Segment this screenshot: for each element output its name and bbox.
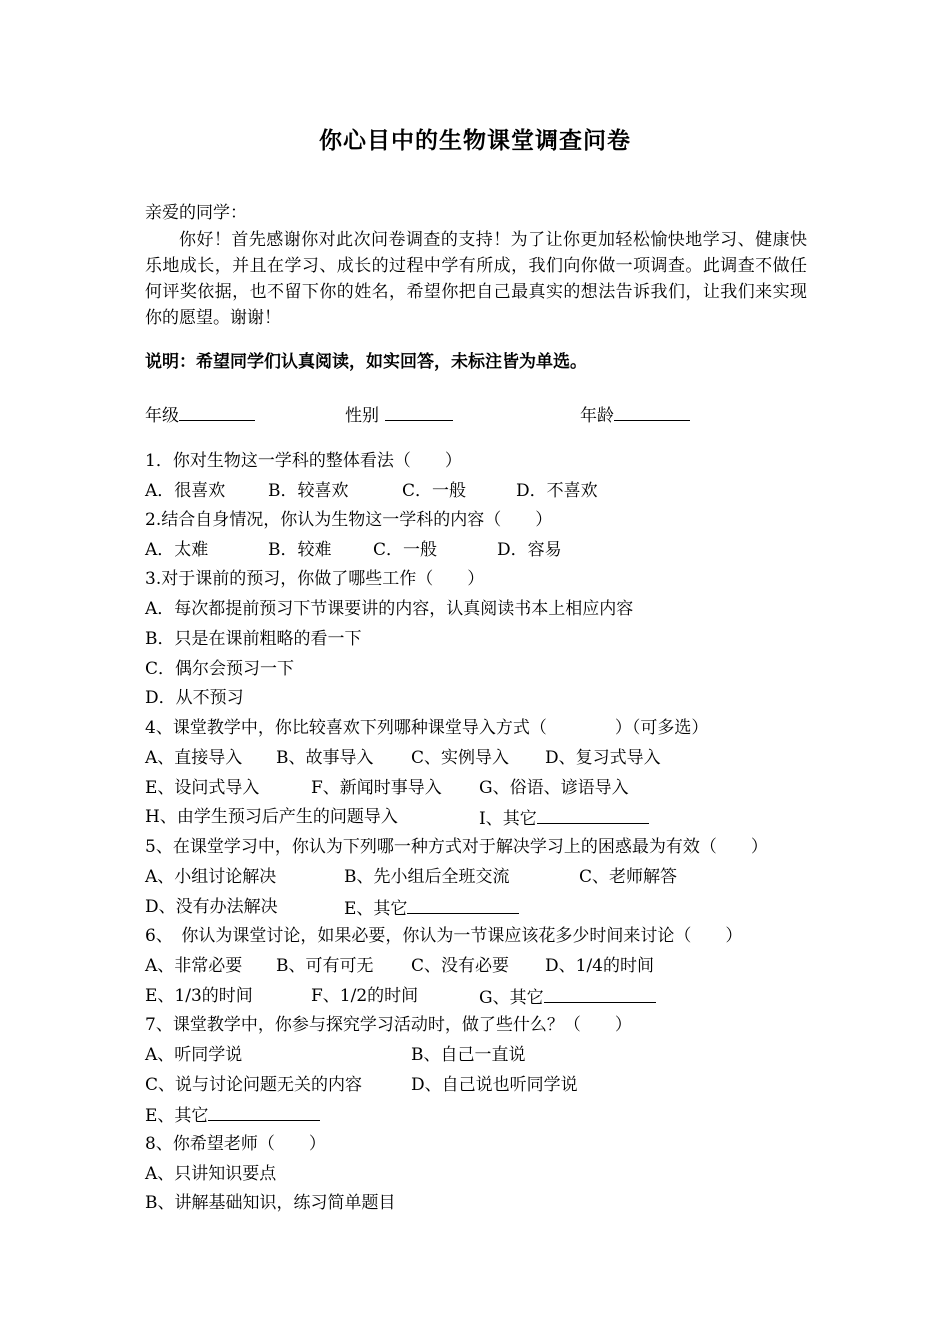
q4-option-a[interactable]: A、直接导入	[145, 748, 243, 768]
q3-stem: 3.对于课前的预习，你做了哪些工作（ ）	[145, 569, 485, 589]
q5-option-d[interactable]: D、没有办法解决	[145, 897, 278, 917]
q4-option-g[interactable]: G、俗语、谚语导入	[479, 778, 629, 798]
greeting: 亲爱的同学：	[145, 203, 247, 223]
q6-other-blank[interactable]	[544, 986, 656, 1003]
age-label: 年龄	[580, 406, 614, 426]
q5-stem: 5、在课堂学习中，你认为下列哪一种方式对于解决学习上的困惑最为有效（ ）	[145, 837, 768, 857]
q1-option-a[interactable]: A．很喜欢	[145, 481, 226, 501]
q5-option-b[interactable]: B、先小组后全班交流	[344, 867, 510, 887]
q7-option-d[interactable]: D、自己说也听同学说	[411, 1075, 578, 1095]
q6-option-b[interactable]: B、可有可无	[276, 956, 374, 976]
q6-option-e[interactable]: E、1/3的时间	[145, 986, 253, 1006]
q4-option-i[interactable]	[479, 807, 649, 829]
q6-option-g-label: G、其它	[479, 988, 544, 1008]
q3-option-a[interactable]: A．每次都提前预习下节课要讲的内容，认真阅读书本上相应内容	[145, 599, 634, 619]
q4-option-d[interactable]: D、复习式导入	[545, 748, 661, 768]
q2-option-a[interactable]: A．太难	[145, 540, 209, 560]
q4-option-b[interactable]: B、故事导入	[276, 748, 374, 768]
q5-option-e[interactable]	[344, 897, 519, 919]
q7-option-e-label: E、其它	[145, 1106, 209, 1126]
q5-option-c[interactable]: C、老师解答	[579, 867, 678, 887]
q7-option-b[interactable]: B、自己一直说	[411, 1045, 526, 1065]
q4-option-f[interactable]: F、新闻时事导入	[311, 778, 442, 798]
q2-stem: 2.结合自身情况，你认为生物这一学科的内容（ ）	[145, 510, 553, 530]
q6-stem: 6、 你认为课堂讨论，如果必要，你认为一节课应该花多少时间来讨论（ ）	[145, 926, 743, 946]
q2-option-d[interactable]: D．容易	[497, 540, 562, 560]
q6-option-g[interactable]	[479, 986, 656, 1008]
q1-option-b[interactable]: B．较喜欢	[268, 481, 349, 501]
instruction-note: 说明：希望同学们认真阅读，如实回答，未标注皆为单选。	[145, 352, 587, 372]
q3-option-c[interactable]: C．偶尔会预习一下	[145, 659, 295, 679]
q6-option-f[interactable]: F、1/2的时间	[311, 986, 419, 1006]
q4-other-blank[interactable]	[537, 807, 649, 824]
grade-label: 年级	[145, 406, 179, 426]
q4-option-c[interactable]: C、实例导入	[411, 748, 510, 768]
q5-option-a[interactable]: A、小组讨论解决	[145, 867, 277, 887]
q4-stem: 4、课堂教学中，你比较喜欢下列哪种课堂导入方式（ ）（可多选）	[145, 718, 709, 738]
q6-option-a[interactable]: A、非常必要	[145, 956, 243, 976]
q8-option-b[interactable]: B、讲解基础知识，练习简单题目	[145, 1193, 396, 1213]
grade-field[interactable]	[145, 401, 255, 426]
q8-option-a[interactable]: A、只讲知识要点	[145, 1164, 277, 1184]
q2-option-c[interactable]: C．一般	[373, 540, 438, 560]
q7-option-c[interactable]: C、说与讨论问题无关的内容	[145, 1075, 363, 1095]
q1-option-d[interactable]: D．不喜欢	[516, 481, 598, 501]
q8-stem: 8、你希望老师（ ）	[145, 1134, 326, 1154]
q6-option-c[interactable]: C、没有必要	[411, 956, 510, 976]
q2-option-b[interactable]: B．较难	[268, 540, 332, 560]
q5-other-blank[interactable]	[407, 897, 519, 914]
q3-option-d[interactable]: D．从不预习	[145, 688, 244, 708]
q5-option-e-label: E、其它	[344, 899, 408, 919]
q4-option-h[interactable]: H、由学生预习后产生的问题导入	[145, 807, 398, 827]
q3-option-b[interactable]: B．只是在课前粗略的看一下	[145, 629, 362, 649]
age-field[interactable]	[580, 401, 690, 426]
q1-stem: 1．你对生物这一学科的整体看法（ ）	[145, 451, 462, 471]
q6-option-d[interactable]: D、1/4的时间	[545, 956, 654, 976]
q7-option-e[interactable]	[145, 1104, 320, 1126]
q4-option-e[interactable]: E、设问式导入	[145, 778, 260, 798]
age-blank[interactable]	[614, 404, 690, 421]
gender-label: 性别	[345, 406, 379, 426]
gender-blank[interactable]	[385, 404, 453, 421]
gender-field[interactable]	[345, 401, 453, 426]
q7-option-a[interactable]: A、听同学说	[145, 1045, 243, 1065]
page-title: 你心目中的生物课堂调查问卷	[319, 128, 631, 154]
q4-option-i-label: I、其它	[479, 809, 537, 829]
q7-other-blank[interactable]	[208, 1104, 320, 1121]
q1-option-c[interactable]: C．一般	[402, 481, 467, 501]
q7-stem: 7、课堂教学中，你参与探究学习活动时，做了些什么？（ ）	[145, 1015, 632, 1035]
grade-blank[interactable]	[179, 404, 255, 421]
intro-paragraph: 你好！首先感谢你对此次问卷调查的支持！为了让你更加轻松愉快地学习、健康快乐地成长，并且在学习、成长的过程中学有所成，我们向你做一项调查。此调查不做任何评奖依据，也不留下你的姓名，希望你把自己最真实的想法告诉我们，让我们来实现你的愿望。谢谢！	[145, 230, 807, 328]
